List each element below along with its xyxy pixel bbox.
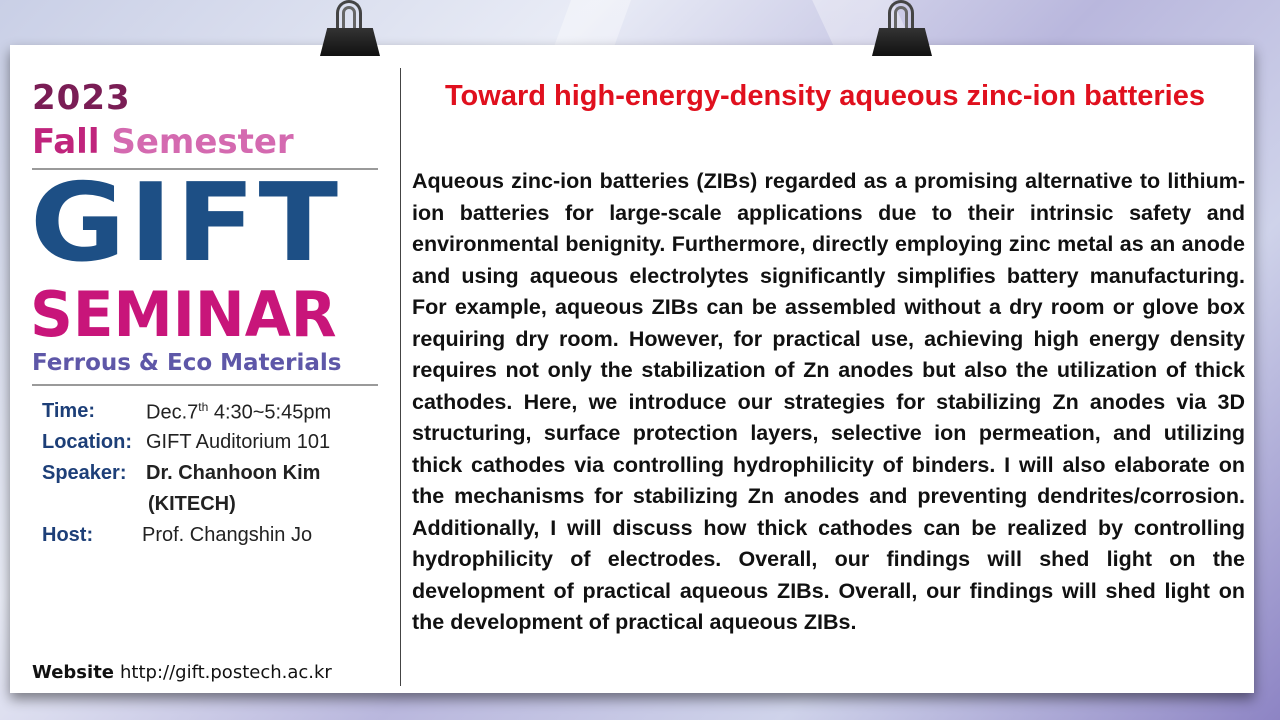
time-value: [146, 400, 331, 425]
talk-abstract: Aqueous zinc-ion batteries (ZIBs) regarded as a promising alternative to lithium-ion batteries for large-scale applications due to their intrinsic safety and environmental benignity. Furthermore, directly employing zinc metal as an anode and using aqueous electrolytes significantly simplifies battery manufacturing. For example, aqueous ZIBs can be assembled without a dry room or glove box requiring dry room. However, for practical use, achieving high energy density requires not only the stabilization of Zn anodes but also the utilization of thick cathodes. Here, we introduce our strategies for stabilizing Zn anodes via 3D structuring, surface protection layers, selective ion permeation, and utilizing thick cathodes via controlling hydrophilicity of binders. I will also elaborate on the mechanisms for stabilizing Zn anodes and preventing dendrites/corrosion. Additionally, I will discuss how thick cathodes can be realized by controlling hydrophilicity of electrodes. Overall, our findings will shed light on the development of practical aqueous ZIBs. Overall, our findings will shed light on the development of practical aqueous ZIBs.: [412, 169, 1245, 634]
seminar-subtitle: Ferrous & Eco Materials: [32, 350, 342, 376]
website-label: Website: [32, 662, 115, 683]
time-range: 4:30~5:45pm: [208, 401, 332, 424]
time-ordinal: th: [198, 400, 209, 414]
binder-clip-icon: [320, 0, 380, 58]
semester-word-fall: Fall: [32, 122, 100, 162]
gift-logo-text: GIFT: [30, 161, 342, 286]
column-divider: [400, 68, 401, 686]
talk-title: Toward high-energy-density aqueous zinc-ion batteries: [444, 80, 1205, 112]
location-value: GIFT Auditorium 101: [146, 431, 331, 453]
website-footer: [32, 662, 332, 683]
semester-word-semester: Semester: [111, 122, 294, 162]
semester-heading: [32, 122, 294, 162]
seminar-logo-text: SEMINAR: [30, 278, 337, 351]
binder-clip-icon: [872, 0, 932, 58]
speaker-affiliation: (KITECH): [148, 493, 236, 515]
speaker-label: Speaker:: [42, 462, 127, 484]
year-heading: 2023: [32, 78, 131, 118]
location-label: Location:: [42, 431, 132, 453]
time-label: Time:: [42, 400, 95, 422]
host-value: Prof. Changshin Jo: [142, 524, 313, 546]
website-url[interactable]: http://gift.postech.ac.kr: [120, 662, 332, 683]
host-label: Host:: [42, 524, 94, 546]
time-date: Dec.7: [146, 401, 199, 424]
divider-bottom: [32, 384, 378, 386]
speaker-name: Dr. Chanhoon Kim: [146, 462, 321, 484]
